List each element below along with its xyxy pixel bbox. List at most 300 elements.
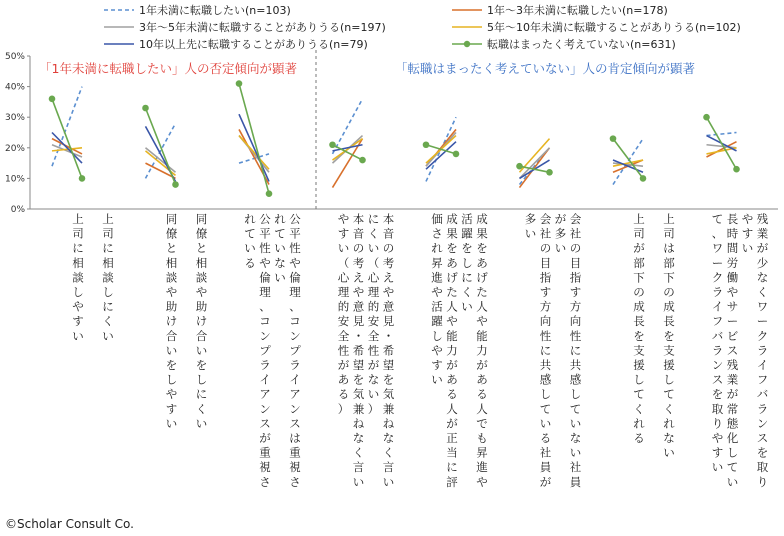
category-char: 会 [539, 212, 552, 226]
category-char: い [569, 416, 582, 431]
category-char: 重 [259, 445, 271, 460]
category-char: れ [244, 212, 256, 226]
category-char: 全 [367, 328, 380, 343]
category-char: 長 [726, 212, 739, 226]
category-char: 理 [289, 285, 301, 299]
category-char: し [461, 255, 473, 270]
category-char: く [195, 401, 208, 416]
category-char: 視 [289, 460, 301, 475]
category-char: て [569, 401, 582, 416]
category-char: 能 [446, 328, 458, 343]
category-char: ね [352, 416, 365, 431]
category-char: あ [476, 255, 488, 270]
category-char: す [569, 285, 582, 299]
category-char: し [569, 387, 582, 402]
category-char: 人 [476, 299, 488, 314]
category-char: 残 [726, 358, 739, 372]
category-char: れ [431, 241, 443, 256]
category-char: ね [382, 416, 395, 431]
category-char: 感 [569, 372, 582, 387]
category-char: く [633, 401, 645, 416]
category-char: ン [756, 416, 769, 431]
category-char: ア [289, 387, 301, 402]
category-char: 員 [539, 460, 552, 475]
category-char: に [72, 241, 84, 256]
category-char: ・ [352, 328, 365, 343]
category-char: な [382, 431, 395, 445]
category-char: い [741, 241, 754, 256]
category-char: ス [756, 431, 769, 445]
category-char: 成 [633, 299, 645, 314]
category-char: 望 [382, 358, 395, 372]
category-char: に [102, 299, 114, 314]
category-char: い [367, 387, 380, 402]
category-pair [431, 212, 488, 489]
category-char: る [539, 431, 552, 445]
category-char: や [165, 387, 178, 402]
category-char: プ [289, 343, 301, 358]
category-char: ラ [756, 343, 769, 358]
legend-entry [452, 20, 741, 34]
category-pair [633, 212, 675, 460]
category-char: 合 [165, 328, 178, 343]
category-char: て [274, 226, 286, 241]
category-char: 談 [195, 270, 208, 285]
category-char: イ [711, 299, 724, 314]
category-char: 力 [446, 343, 458, 358]
category-char: 公 [259, 212, 271, 226]
category-char: ） [337, 401, 350, 416]
category-char: し [102, 285, 114, 299]
category-char: く [663, 401, 675, 416]
category-char: の [382, 241, 395, 256]
series-segment [239, 114, 269, 181]
data-point [640, 175, 647, 182]
category-char: や [726, 285, 739, 299]
category-char: て [711, 212, 724, 226]
category-char: 重 [289, 445, 301, 460]
category-char: 気 [352, 387, 365, 402]
category-char: い [663, 445, 675, 460]
category-char: ク [756, 328, 769, 343]
category-char: 僚 [195, 226, 208, 241]
category-char: 活 [461, 212, 473, 226]
category-char: ス [259, 416, 271, 431]
category-char: ラ [756, 401, 769, 416]
category-char: 向 [539, 314, 552, 329]
category-char: れ [274, 212, 286, 226]
category-char: 性 [569, 328, 582, 343]
category-char: て [663, 387, 675, 402]
category-char: ン [289, 328, 301, 343]
category-char: 見 [382, 314, 395, 329]
category-char: フ [711, 314, 724, 329]
category-char: 音 [382, 226, 395, 241]
category-char: ス [711, 372, 724, 387]
category-char: の [352, 241, 365, 256]
category-char: 目 [539, 255, 552, 270]
category-char: 援 [633, 358, 645, 372]
category-char: 上 [663, 212, 675, 226]
category-char: サ [726, 299, 739, 314]
category-char: 態 [726, 416, 739, 431]
category-char: 考 [352, 255, 365, 270]
category-char: 活 [431, 299, 443, 314]
category-char: い [274, 241, 286, 256]
category-char: く [102, 314, 114, 329]
category-char: ン [289, 401, 301, 416]
category-char: の [663, 285, 675, 299]
category-char: い [539, 416, 552, 431]
category-char: が [726, 387, 739, 402]
category-char: す [741, 226, 754, 241]
category-char: ア [259, 387, 271, 402]
category-char: 、 [289, 299, 301, 314]
category-char: 理 [337, 285, 350, 299]
category-char: 意 [382, 299, 395, 314]
category-char: 果 [446, 226, 458, 241]
category-char: く [756, 285, 769, 299]
legend-label: 10年以上先に転職することがありうる(n=79) [139, 38, 368, 51]
category-char: い [102, 328, 114, 343]
category-char: 相 [165, 255, 178, 270]
category-char: あ [476, 372, 488, 387]
category-char: 化 [726, 431, 739, 445]
category-char: や [431, 285, 443, 299]
category-char: い [165, 416, 178, 431]
category-char: 性 [337, 343, 350, 358]
series-segment [613, 139, 643, 179]
category-char: ン [259, 328, 271, 343]
category-char: が [446, 416, 458, 431]
y-tick-label: 0% [10, 205, 25, 215]
data-point [79, 175, 86, 182]
category-char: い [195, 416, 208, 431]
category-char: や [337, 212, 350, 226]
category-char: 視 [259, 460, 271, 475]
category-char: 性 [539, 328, 552, 343]
category-char: ン [259, 401, 271, 416]
data-point [172, 181, 179, 188]
series [52, 87, 737, 185]
data-point [266, 190, 273, 197]
category-char: や [382, 285, 395, 299]
series-lines [49, 80, 740, 197]
category-char: の [633, 285, 645, 299]
category-char: と [165, 241, 178, 256]
category-char: 目 [569, 255, 582, 270]
category-char: 成 [446, 212, 458, 226]
category-char: り [711, 416, 724, 431]
category-char: や [431, 343, 443, 358]
legend-entry [452, 37, 676, 51]
category-char: 果 [476, 226, 488, 241]
category-char: く [382, 445, 395, 460]
category-char: を [711, 387, 724, 402]
category-char: が [259, 431, 271, 445]
category-char: く [461, 285, 473, 299]
category-char: と [195, 241, 208, 256]
category-char: イ [259, 372, 271, 387]
category-char: 助 [165, 299, 178, 314]
category-char: し [195, 372, 208, 387]
category-char: の [569, 241, 582, 256]
category-char: 望 [352, 358, 365, 372]
category-char: 向 [569, 314, 582, 329]
category-char: が [633, 241, 645, 256]
category-char: ） [367, 401, 380, 416]
y-axis [5, 52, 778, 215]
category-char: 業 [726, 372, 739, 387]
category-char: す [165, 401, 178, 416]
category-pair [712, 212, 769, 489]
category-char: る [244, 255, 256, 270]
category-char: 長 [633, 314, 645, 329]
legend-label: 転職はまったく考えていない(n=631) [487, 38, 676, 51]
category-char: 全 [337, 328, 350, 343]
category-char: 合 [195, 328, 208, 343]
category-char: （ [337, 255, 350, 270]
legend-label: 1年～3年未満に転職したい(n=178) [487, 4, 668, 17]
category-char: く [367, 226, 380, 241]
category-char: て [244, 226, 256, 241]
category-char: に [569, 343, 582, 358]
category-char: 働 [726, 270, 739, 285]
category-char: て [633, 387, 645, 402]
legend-label: 1年未満に転職したい(n=103) [139, 4, 291, 17]
category-char: を [663, 328, 675, 343]
category-char: し [539, 387, 552, 402]
category-char: 間 [726, 241, 739, 256]
category-char: し [633, 372, 645, 387]
series [52, 114, 737, 181]
legend-label: 3年～5年未満に転職することがありうる(n=197) [139, 21, 386, 34]
category-char: に [461, 270, 473, 285]
category-char: い [711, 460, 724, 475]
category-char: け [165, 314, 178, 329]
annotation-right: 「転職はまったく考えていない」人の肯定傾向が顕著 [394, 61, 696, 76]
category-char: る [633, 431, 645, 445]
category-char: に [446, 460, 458, 475]
category-char: あ [337, 372, 350, 387]
category-char: ー [726, 314, 739, 329]
category-char: ス [289, 416, 301, 431]
data-point [733, 166, 740, 173]
category-char: 共 [539, 358, 552, 372]
category-char: ク [711, 270, 724, 285]
legend [104, 3, 741, 51]
y-tick-label: 10% [4, 174, 25, 185]
category-char: 性 [367, 343, 380, 358]
category-char: え [352, 270, 365, 285]
category-char: 司 [102, 226, 114, 241]
category-char: あ [446, 255, 458, 270]
category-char: や [446, 314, 458, 329]
category-char: や [259, 255, 271, 270]
series-segment [52, 99, 82, 179]
category-pair [525, 212, 582, 489]
category-char: た [476, 285, 488, 299]
category-char: が [756, 241, 769, 256]
category-char: イ [756, 358, 769, 372]
category-char: す [711, 445, 724, 460]
category-char: 社 [539, 226, 552, 241]
data-point [359, 157, 366, 164]
category-char: 希 [352, 343, 365, 358]
category-char: 昇 [431, 255, 443, 270]
category-char: 司 [663, 226, 675, 241]
category-char: 労 [726, 255, 739, 270]
category-char: ー [711, 255, 724, 270]
category-char: な [663, 431, 675, 445]
category-char: い [554, 241, 567, 256]
category-char: 社 [569, 226, 582, 241]
category-char: け [195, 314, 208, 329]
category-char: 同 [165, 212, 178, 226]
category-char: 相 [102, 255, 114, 270]
category-char: を [446, 241, 458, 256]
category-char: 進 [431, 270, 443, 285]
category-char: が [476, 358, 488, 372]
category-char: 倫 [259, 270, 271, 285]
category-char: の [539, 241, 552, 256]
category-pair [166, 212, 208, 430]
category-char: 意 [352, 299, 365, 314]
category-char: す [72, 314, 84, 329]
category-char: や [476, 474, 488, 489]
category-char: 指 [569, 270, 582, 285]
category-char: 部 [663, 255, 675, 270]
category-char: て [539, 401, 552, 416]
category-char: に [539, 343, 552, 358]
category-char: い [524, 226, 537, 241]
category-char: さ [289, 474, 301, 489]
category-char: 力 [476, 343, 488, 358]
category-char: 常 [726, 401, 739, 416]
category-char: 下 [663, 270, 675, 285]
category-char: 多 [524, 212, 537, 226]
category-char: い [274, 270, 286, 285]
category-char: る [476, 387, 488, 402]
category-char: い [352, 474, 365, 489]
category-char: 司 [72, 226, 84, 241]
category-char: 理 [367, 285, 380, 299]
category-char: げ [476, 270, 488, 285]
category-char: あ [446, 372, 458, 387]
category-char: を [461, 241, 473, 256]
data-point [329, 141, 336, 148]
category-char: ラ [711, 285, 724, 299]
category-char: や [711, 431, 724, 445]
category-char: が [446, 358, 458, 372]
category-char: て [726, 460, 739, 475]
category-char: や [352, 285, 365, 299]
legend-entry [452, 3, 668, 17]
category-char: バ [756, 387, 769, 402]
category-char: い [244, 241, 256, 256]
category-char: さ [431, 226, 443, 241]
category-char: 躍 [431, 314, 443, 329]
y-tick-label: 20% [4, 143, 25, 154]
category-char: ラ [259, 358, 271, 372]
category-char: れ [663, 416, 675, 431]
category-char: 正 [446, 431, 458, 445]
category-char: に [195, 387, 208, 402]
category-char: を [476, 241, 488, 256]
category-char: な [756, 270, 769, 285]
category-char: 下 [633, 270, 645, 285]
category-char: 上 [72, 212, 84, 226]
data-point [610, 135, 617, 142]
category-char: ス [726, 343, 739, 358]
legend-entry [104, 37, 368, 51]
category-char: 見 [352, 314, 365, 329]
category-char: ワ [711, 241, 724, 256]
category-char: し [165, 372, 178, 387]
category-char: 安 [337, 314, 350, 329]
category-char: が [367, 358, 380, 372]
category-char: を [195, 358, 208, 372]
category-char: 心 [337, 270, 350, 285]
category-char: 相 [72, 255, 84, 270]
category-char: や [741, 212, 754, 226]
category-char: 兼 [352, 401, 365, 416]
legend-entry [104, 20, 386, 34]
category-char: や [72, 299, 84, 314]
category-char: さ [259, 474, 271, 489]
category-char: 公 [289, 212, 301, 226]
category-char: コ [289, 314, 301, 329]
category-char: 業 [756, 226, 769, 241]
category-char: 本 [382, 212, 395, 226]
category-char: を [165, 358, 178, 372]
series-segment [146, 108, 176, 185]
category-char: し [726, 445, 739, 460]
category-char: 方 [569, 299, 582, 314]
category-char: る [446, 387, 458, 402]
category-char: を [633, 328, 645, 343]
category-char: 成 [663, 299, 675, 314]
category-char: 員 [569, 474, 582, 489]
annotation-left: 「1年未満に転職したい」人の否定傾向が顕著 [39, 61, 297, 76]
category-char: 社 [539, 445, 552, 460]
category-char: 談 [72, 270, 84, 285]
category-char: ー [756, 314, 769, 329]
category-char: 成 [476, 212, 488, 226]
category-char: な [367, 372, 380, 387]
category-char: 進 [476, 460, 488, 475]
category-char: い [726, 474, 739, 489]
data-point [142, 105, 149, 112]
category-char: 残 [756, 212, 769, 226]
category-pair [338, 212, 395, 489]
category-char: 人 [446, 299, 458, 314]
category-char: げ [446, 270, 458, 285]
category-char: が [337, 358, 350, 372]
category-char: は [289, 431, 301, 445]
category-char: い [569, 445, 582, 460]
category-char: な [352, 431, 365, 445]
data-point [703, 114, 710, 121]
category-char: 考 [382, 255, 395, 270]
category-char: 会 [569, 212, 582, 226]
category-char: い [337, 241, 350, 256]
data-point [236, 80, 243, 87]
category-char: い [382, 474, 395, 489]
category-char: す [337, 226, 350, 241]
category-char: 時 [726, 226, 739, 241]
category-char: で [476, 416, 488, 431]
